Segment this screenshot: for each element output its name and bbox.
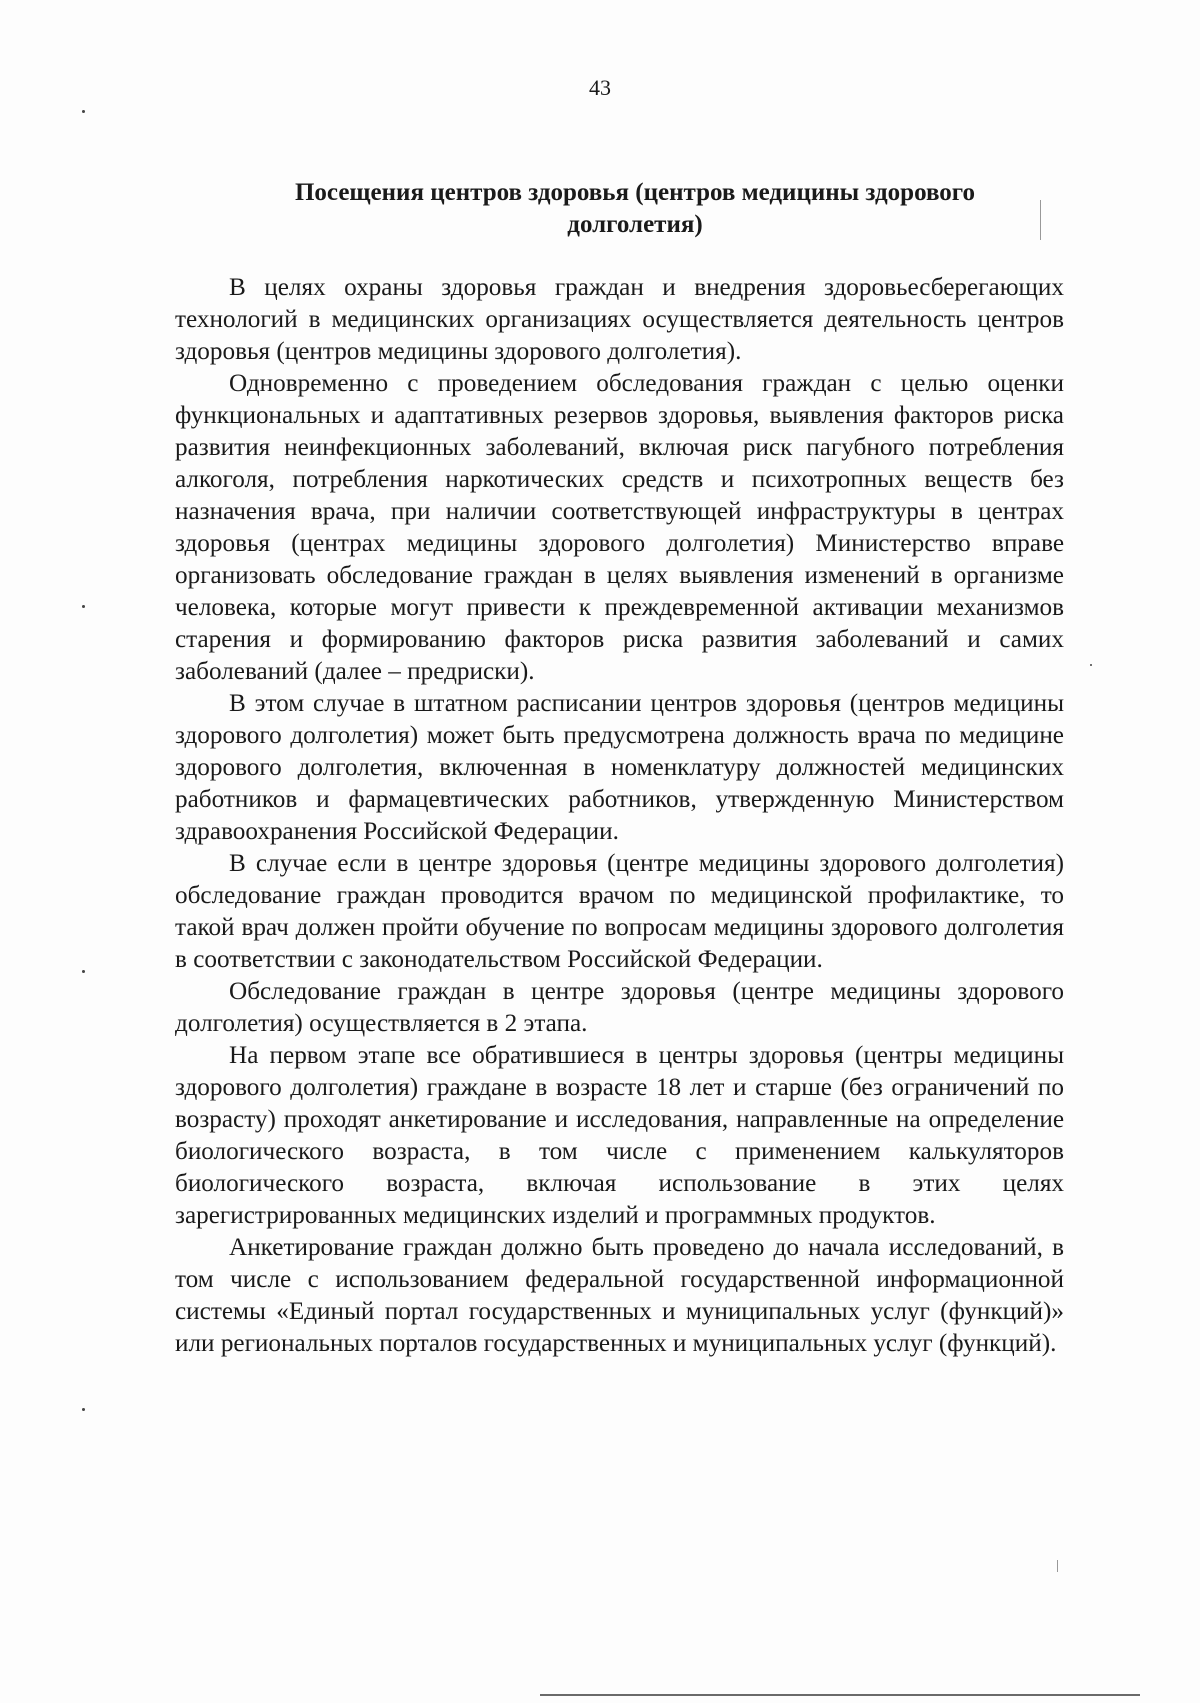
paragraph: В целях охраны здоровья граждан и внедрения здоровьесберегающих технологий в медицинских организациях осуществляется деятельность центров здоровья (центров медицины здорового долголетия). [175, 274, 1064, 365]
paragraph: Анкетирование граждан должно быть проведено до начала исследований, в том числе с использованием федеральной государственной информационной системы «Единый портал государственных и муниципальных услуг (функций)» или региональных порталов государственных и муниципальных услуг (функций). [175, 1234, 1064, 1357]
heading-line-2: долголетия) [567, 211, 703, 238]
scan-speck [82, 605, 85, 608]
page-bottom-edge [540, 1694, 1140, 1696]
scan-speck [1090, 664, 1092, 666]
paragraph: Одновременно с проведением обследования граждан с целью оценки функциональных и адаптативных резервов здоровья, выявления факторов риска развития неинфекционных заболеваний, включая риск пагубного потребления алкоголя, потребления наркотических средств и психотропных веществ без назначения врача, при наличии соответствующей инфраструктуры в центрах здоровья (центрах медицины здорового долголетия) Министерство вправе организовать обследование граждан в целях выявления изменений в организме человека, которые могут привести к преждевременной активации механизмов старения и формированию факторов риска развития заболеваний и самих заболеваний (далее – предриски). [175, 370, 1064, 685]
page-number: 43 [589, 75, 611, 100]
paragraph: На первом этапе все обратившиеся в центры здоровья (центры медицины здорового долголетия) граждане в возрасте 18 лет и старше (без ограничений по возрасту) проходят анкетирование и исследования, направленные на определение биологического возраста, в том числе с применением калькуляторов биологического возраста, включая использование в этих целях зарегистрированных медицинских изделий и программных продуктов. [175, 1042, 1064, 1229]
paragraph: Обследование граждан в центре здоровья (центре медицины здорового долголетия) осуществляется в 2 этапа. [175, 978, 1064, 1037]
scan-speck [82, 1408, 85, 1411]
heading-line-1: Посещения центров здоровья (центров медицины здорового [294, 179, 976, 206]
scan-speck [82, 970, 85, 973]
paragraph: В этом случае в штатном расписании центров здоровья (центров медицины здорового долголетия) может быть предусмотрена должность врача по медицине здорового долголетия, включенная в номенклатуру должностей медицинских работников и фармацевтических работников, утвержденную Министерством здравоохранения Российской Федерации. [175, 690, 1064, 845]
scan-speck [82, 110, 85, 113]
scan-mark [1057, 1560, 1058, 1572]
scan-mark [1040, 200, 1041, 240]
section-heading [240, 177, 1030, 241]
paragraph: В случае если в центре здоровья (центре медицины здорового долголетия) обследование граждан проводится врачом по медицинской профилактике, то такой врач должен пройти обучение по вопросам медицины здорового долголетия в соответствии с законодательством Российской Федерации. [175, 850, 1064, 973]
document-body [175, 272, 1064, 1360]
